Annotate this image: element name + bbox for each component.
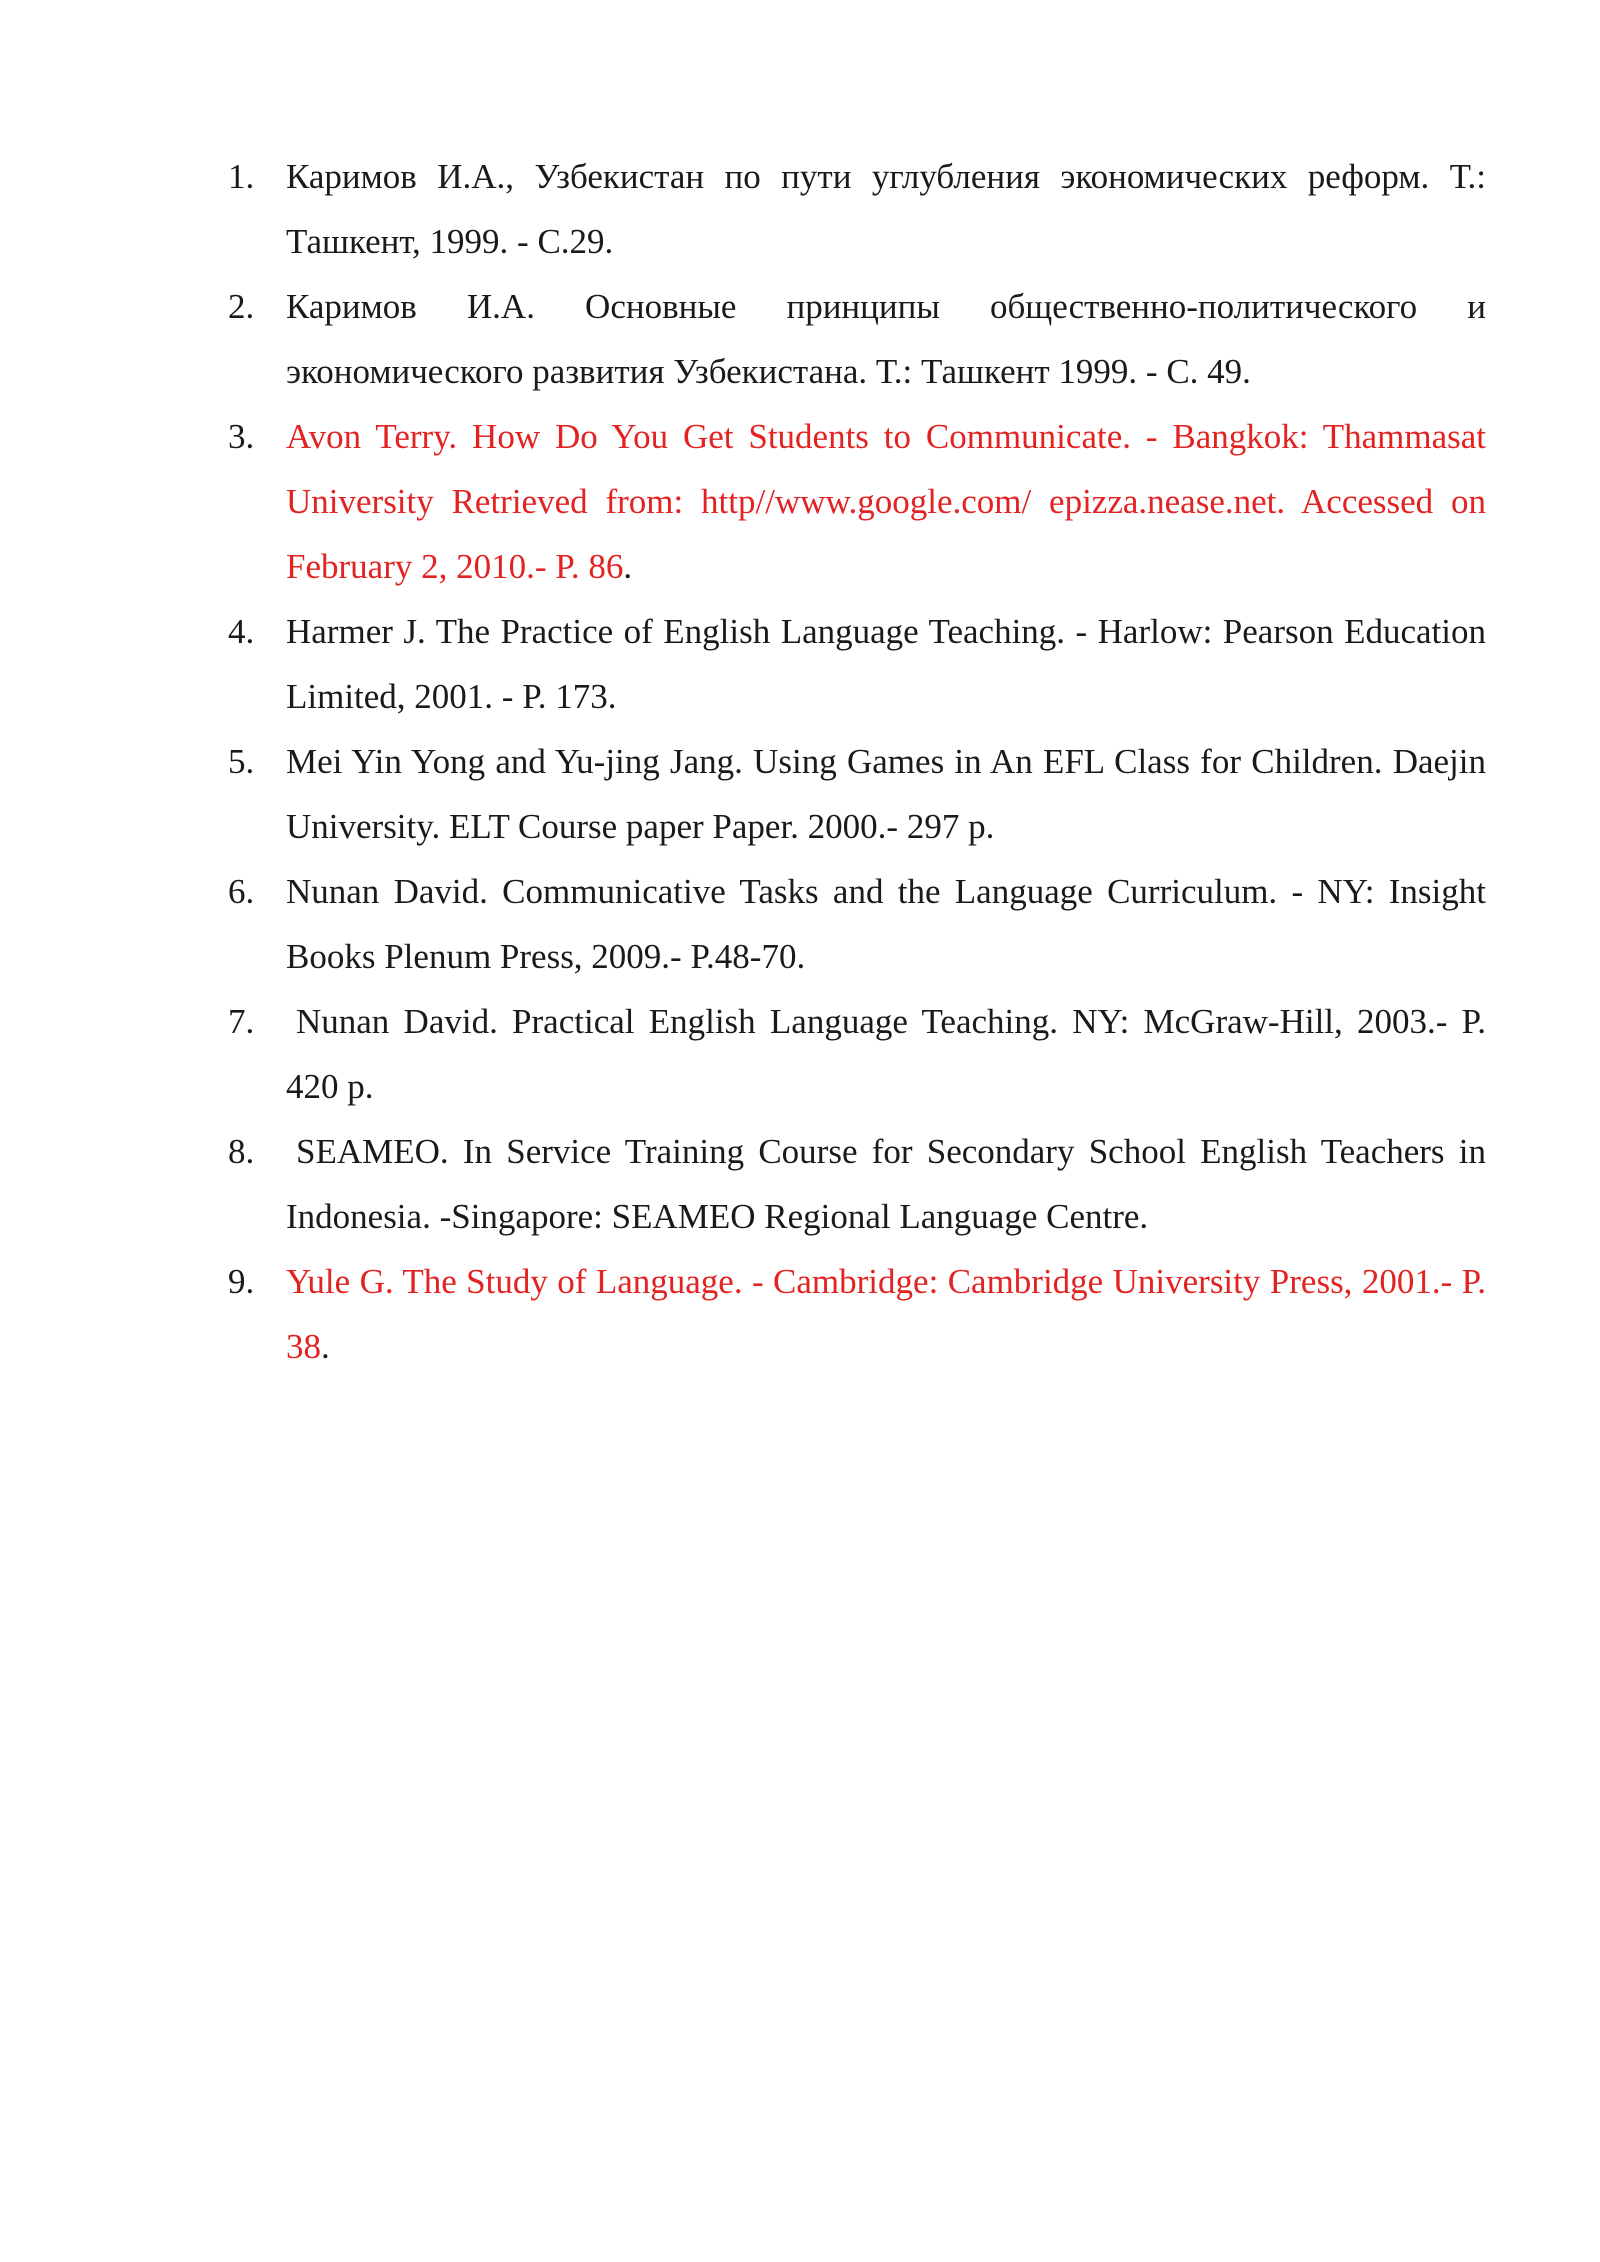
reference-text-container	[286, 404, 1486, 599]
reference-item-8	[228, 1119, 1486, 1249]
reference-number: 3.	[228, 417, 255, 456]
reference-item-3	[228, 404, 1486, 599]
reference-text: Каримов И.А., Узбекистан по пути углубления экономических реформ. Т.: Ташкент, 1999. - С.29.	[286, 157, 1486, 261]
reference-item-6	[228, 859, 1486, 989]
reference-trailing-punctuation: .	[623, 547, 633, 586]
reference-number: 4.	[228, 612, 255, 651]
reference-text: Nunan David. Communicative Tasks and the Language Curriculum. - NY: Insight Books Plenum Press, 2009.- P.48-70.	[286, 872, 1486, 976]
reference-item-4	[228, 599, 1486, 729]
reference-number: 9.	[228, 1262, 255, 1301]
reference-item-9	[228, 1249, 1486, 1379]
reference-item-7	[228, 989, 1486, 1119]
reference-number: 8.	[228, 1132, 255, 1171]
reference-number: 2.	[228, 287, 255, 326]
reference-item-2	[228, 274, 1486, 404]
reference-number: 6.	[228, 872, 255, 911]
reference-text-container	[286, 1249, 1486, 1379]
reference-number: 1.	[228, 157, 255, 196]
reference-trailing-punctuation: .	[321, 1327, 330, 1366]
reference-item-1	[228, 144, 1486, 274]
reference-text: Harmer J. The Practice of English Language Teaching. - Harlow: Pearson Education Limited, 2001. - P. 173.	[286, 612, 1486, 716]
reference-text: Nunan David. Practical English Language Teaching. NY: McGraw-Hill, 2003.- P. 420 p.	[286, 1002, 1486, 1106]
reference-text: Avon Terry. How Do You Get Students to Communicate. - Bangkok: Thammasat University Retrieved from: http//www.google.com/ epizza.nease.net. Accessed on February 2, 2010.- P. 86	[286, 417, 1486, 586]
reference-list	[228, 144, 1486, 1379]
reference-text: SEAMEO. In Service Training Course for Secondary School English Teachers in Indonesia. -Singapore: SEAMEO Regional Language Centre.	[286, 1132, 1486, 1236]
reference-text: Yule G. The Study of Language. - Cambridge: Cambridge University Press, 2001.- P. 38	[286, 1262, 1486, 1366]
reference-item-5	[228, 729, 1486, 859]
reference-number: 5.	[228, 742, 255, 781]
reference-text: Mei Yin Yong and Yu-jing Jang. Using Games in An EFL Class for Children. Daejin University. ELT Course paper Paper. 2000.- 297 p.	[286, 742, 1486, 846]
reference-text: Каримов И.А. Основные принципы общественно-политического и экономического развития Узбекистана. Т.: Ташкент 1999. - С. 49.	[286, 287, 1486, 391]
reference-number: 7.	[228, 1002, 255, 1041]
